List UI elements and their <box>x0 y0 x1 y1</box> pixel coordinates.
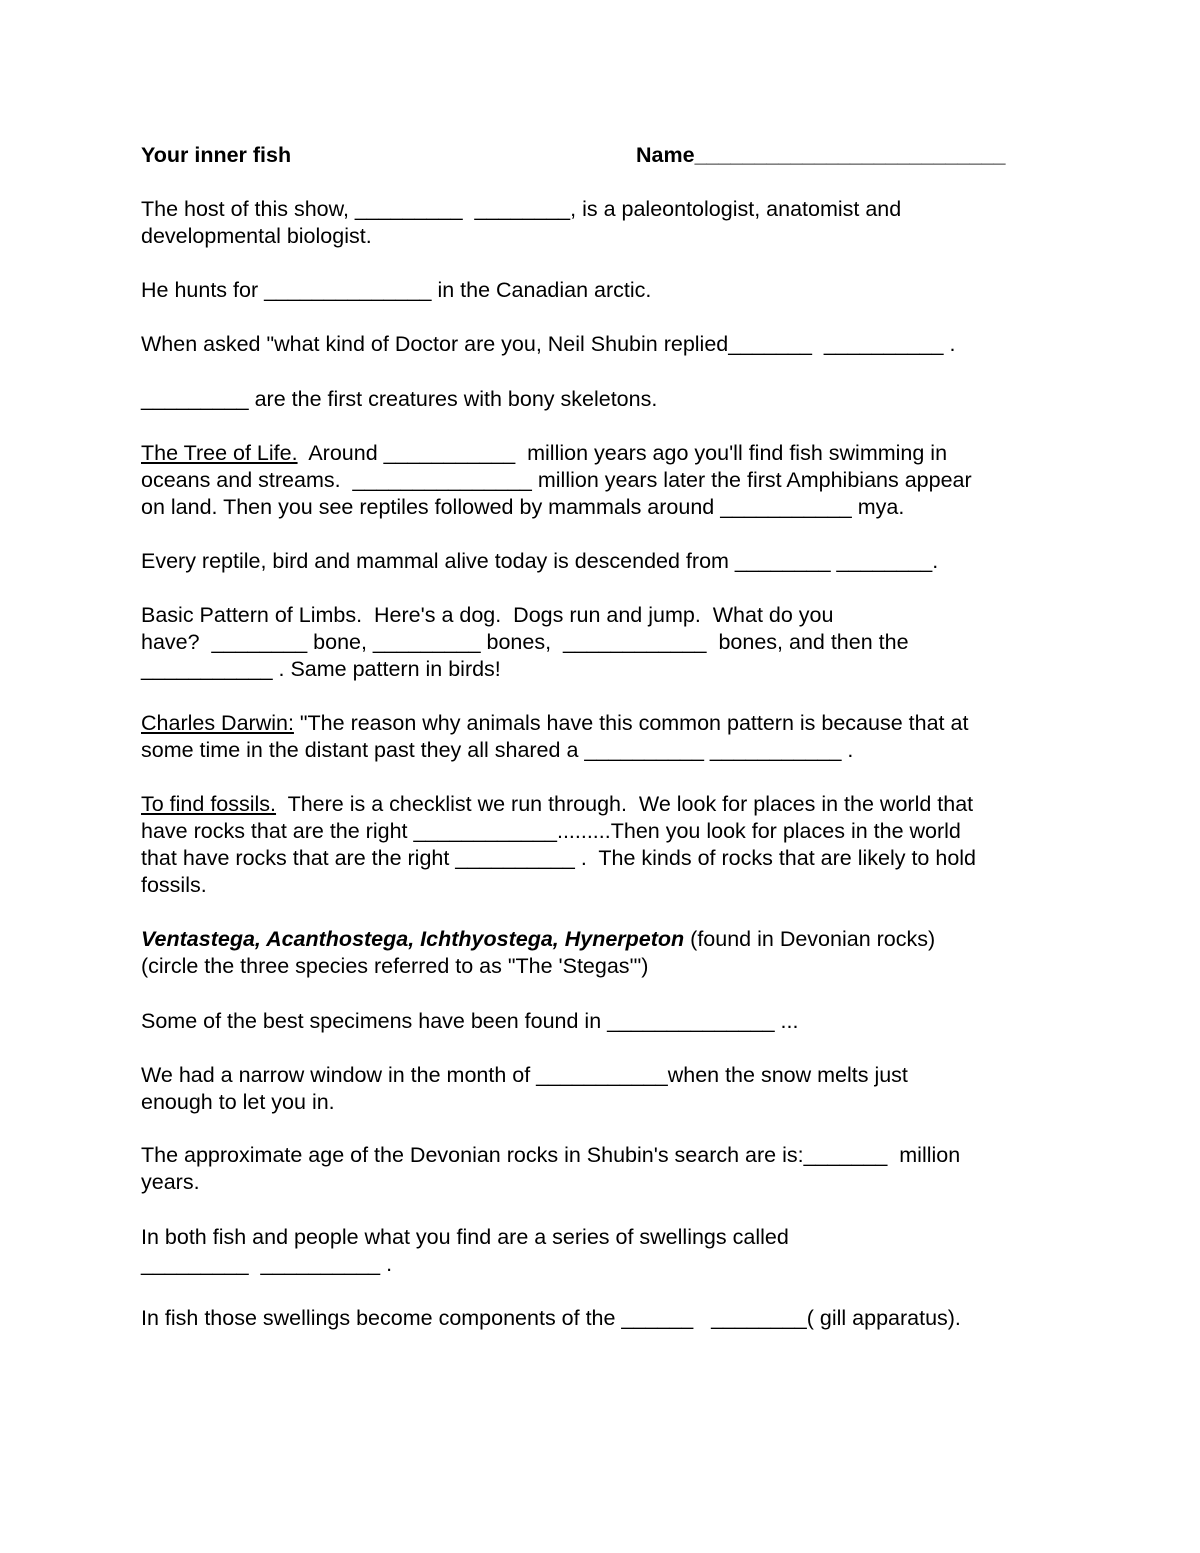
question-limbs-line-3: ___________ . Same pattern in birds! <box>141 657 501 681</box>
question-window <box>141 1062 1071 1116</box>
question-host-line-2: developmental biologist. <box>141 224 372 248</box>
question-gill <box>141 1305 1071 1332</box>
question-specimens <box>141 1008 1071 1035</box>
question-gill-line-1: In fish those swellings become components of the ______ ________( gill apparatus). <box>141 1306 961 1330</box>
species-line-2: (circle the three species referred to as "The 'Stegas'") <box>141 954 649 978</box>
fossils-heading: To find fossils. <box>141 792 277 816</box>
species-list: Ventastega, Acanthostega, Ichthyostega, Hynerpeton <box>141 927 685 951</box>
question-limbs-line-2: have? ________ bone, _________ bones, ____________ bones, and then the <box>141 630 909 654</box>
question-descended-line-1: Every reptile, bird and mammal alive today is descended from ________ ________. <box>141 549 939 573</box>
question-host <box>141 196 1071 250</box>
question-age-line-1: The approximate age of the Devonian rocks in Shubin's search are is:_______ million <box>141 1143 961 1167</box>
name-blank: __________________________ <box>694 143 1006 167</box>
question-limbs-line-1: Basic Pattern of Limbs. Here's a dog. Dogs run and jump. What do you <box>141 603 834 627</box>
fossils-line-1: There is a checklist we run through. We look for places in the world that <box>276 792 974 816</box>
question-hunts <box>141 277 1071 304</box>
question-darwin <box>141 710 1071 764</box>
question-fossils <box>141 791 1071 899</box>
fossils-line-2: have rocks that are the right ____________.........Then you look for places in the world <box>141 819 961 843</box>
tree-of-life-line-2: oceans and streams. _______________ million years later the first Amphibians appear <box>141 468 972 492</box>
question-species <box>141 926 1071 980</box>
fossils-line-4: fossils. <box>141 873 207 897</box>
question-window-line-1: We had a narrow window in the month of ___________when the snow melts just <box>141 1063 908 1087</box>
question-specimens-line-1: Some of the best specimens have been found in ______________ ... <box>141 1009 799 1033</box>
question-swellings-line-2: _________ __________ . <box>141 1252 393 1276</box>
question-descended <box>141 548 1071 575</box>
question-hunts-line-1: He hunts for ______________ in the Canadian arctic. <box>141 278 652 302</box>
species-line-1: (found in Devonian rocks) <box>684 927 936 951</box>
question-doctor-line-1: When asked "what kind of Doctor are you, Neil Shubin replied_______ __________ . <box>141 332 956 356</box>
tree-of-life-heading: The Tree of Life. <box>141 441 298 465</box>
question-age <box>141 1142 1071 1196</box>
darwin-line-2: some time in the distant past they all shared a __________ ___________ . <box>141 738 854 762</box>
name-field <box>636 142 1005 169</box>
question-host-line-1: The host of this show, _________ ________, is a paleontologist, anatomist and <box>141 197 902 221</box>
question-bony-skeletons <box>141 386 1071 413</box>
question-window-line-2: enough to let you in. <box>141 1090 335 1114</box>
fossils-line-3: that have rocks that are the right __________ . The kinds of rocks that are likely to hold <box>141 846 977 870</box>
tree-of-life-line-3: on land. Then you see reptiles followed by mammals around ___________ mya. <box>141 495 905 519</box>
darwin-line-1: "The reason why animals have this common pattern is because that at <box>293 711 969 735</box>
worksheet-title: Your inner fish <box>141 143 292 167</box>
question-swellings-line-1: In both fish and people what you find are a series of swellings called <box>141 1225 789 1249</box>
question-limbs <box>141 602 1071 683</box>
question-doctor <box>141 331 1071 358</box>
tree-of-life-line-1: Around ___________ million years ago you'll find fish swimming in <box>297 441 948 465</box>
question-age-line-2: years. <box>141 1170 200 1194</box>
question-swellings <box>141 1224 1071 1278</box>
name-label: Name <box>636 143 695 167</box>
question-bony-line-1: _________ are the first creatures with bony skeletons. <box>141 387 658 411</box>
question-tree-of-life <box>141 440 1071 521</box>
darwin-heading: Charles Darwin: <box>141 711 294 735</box>
